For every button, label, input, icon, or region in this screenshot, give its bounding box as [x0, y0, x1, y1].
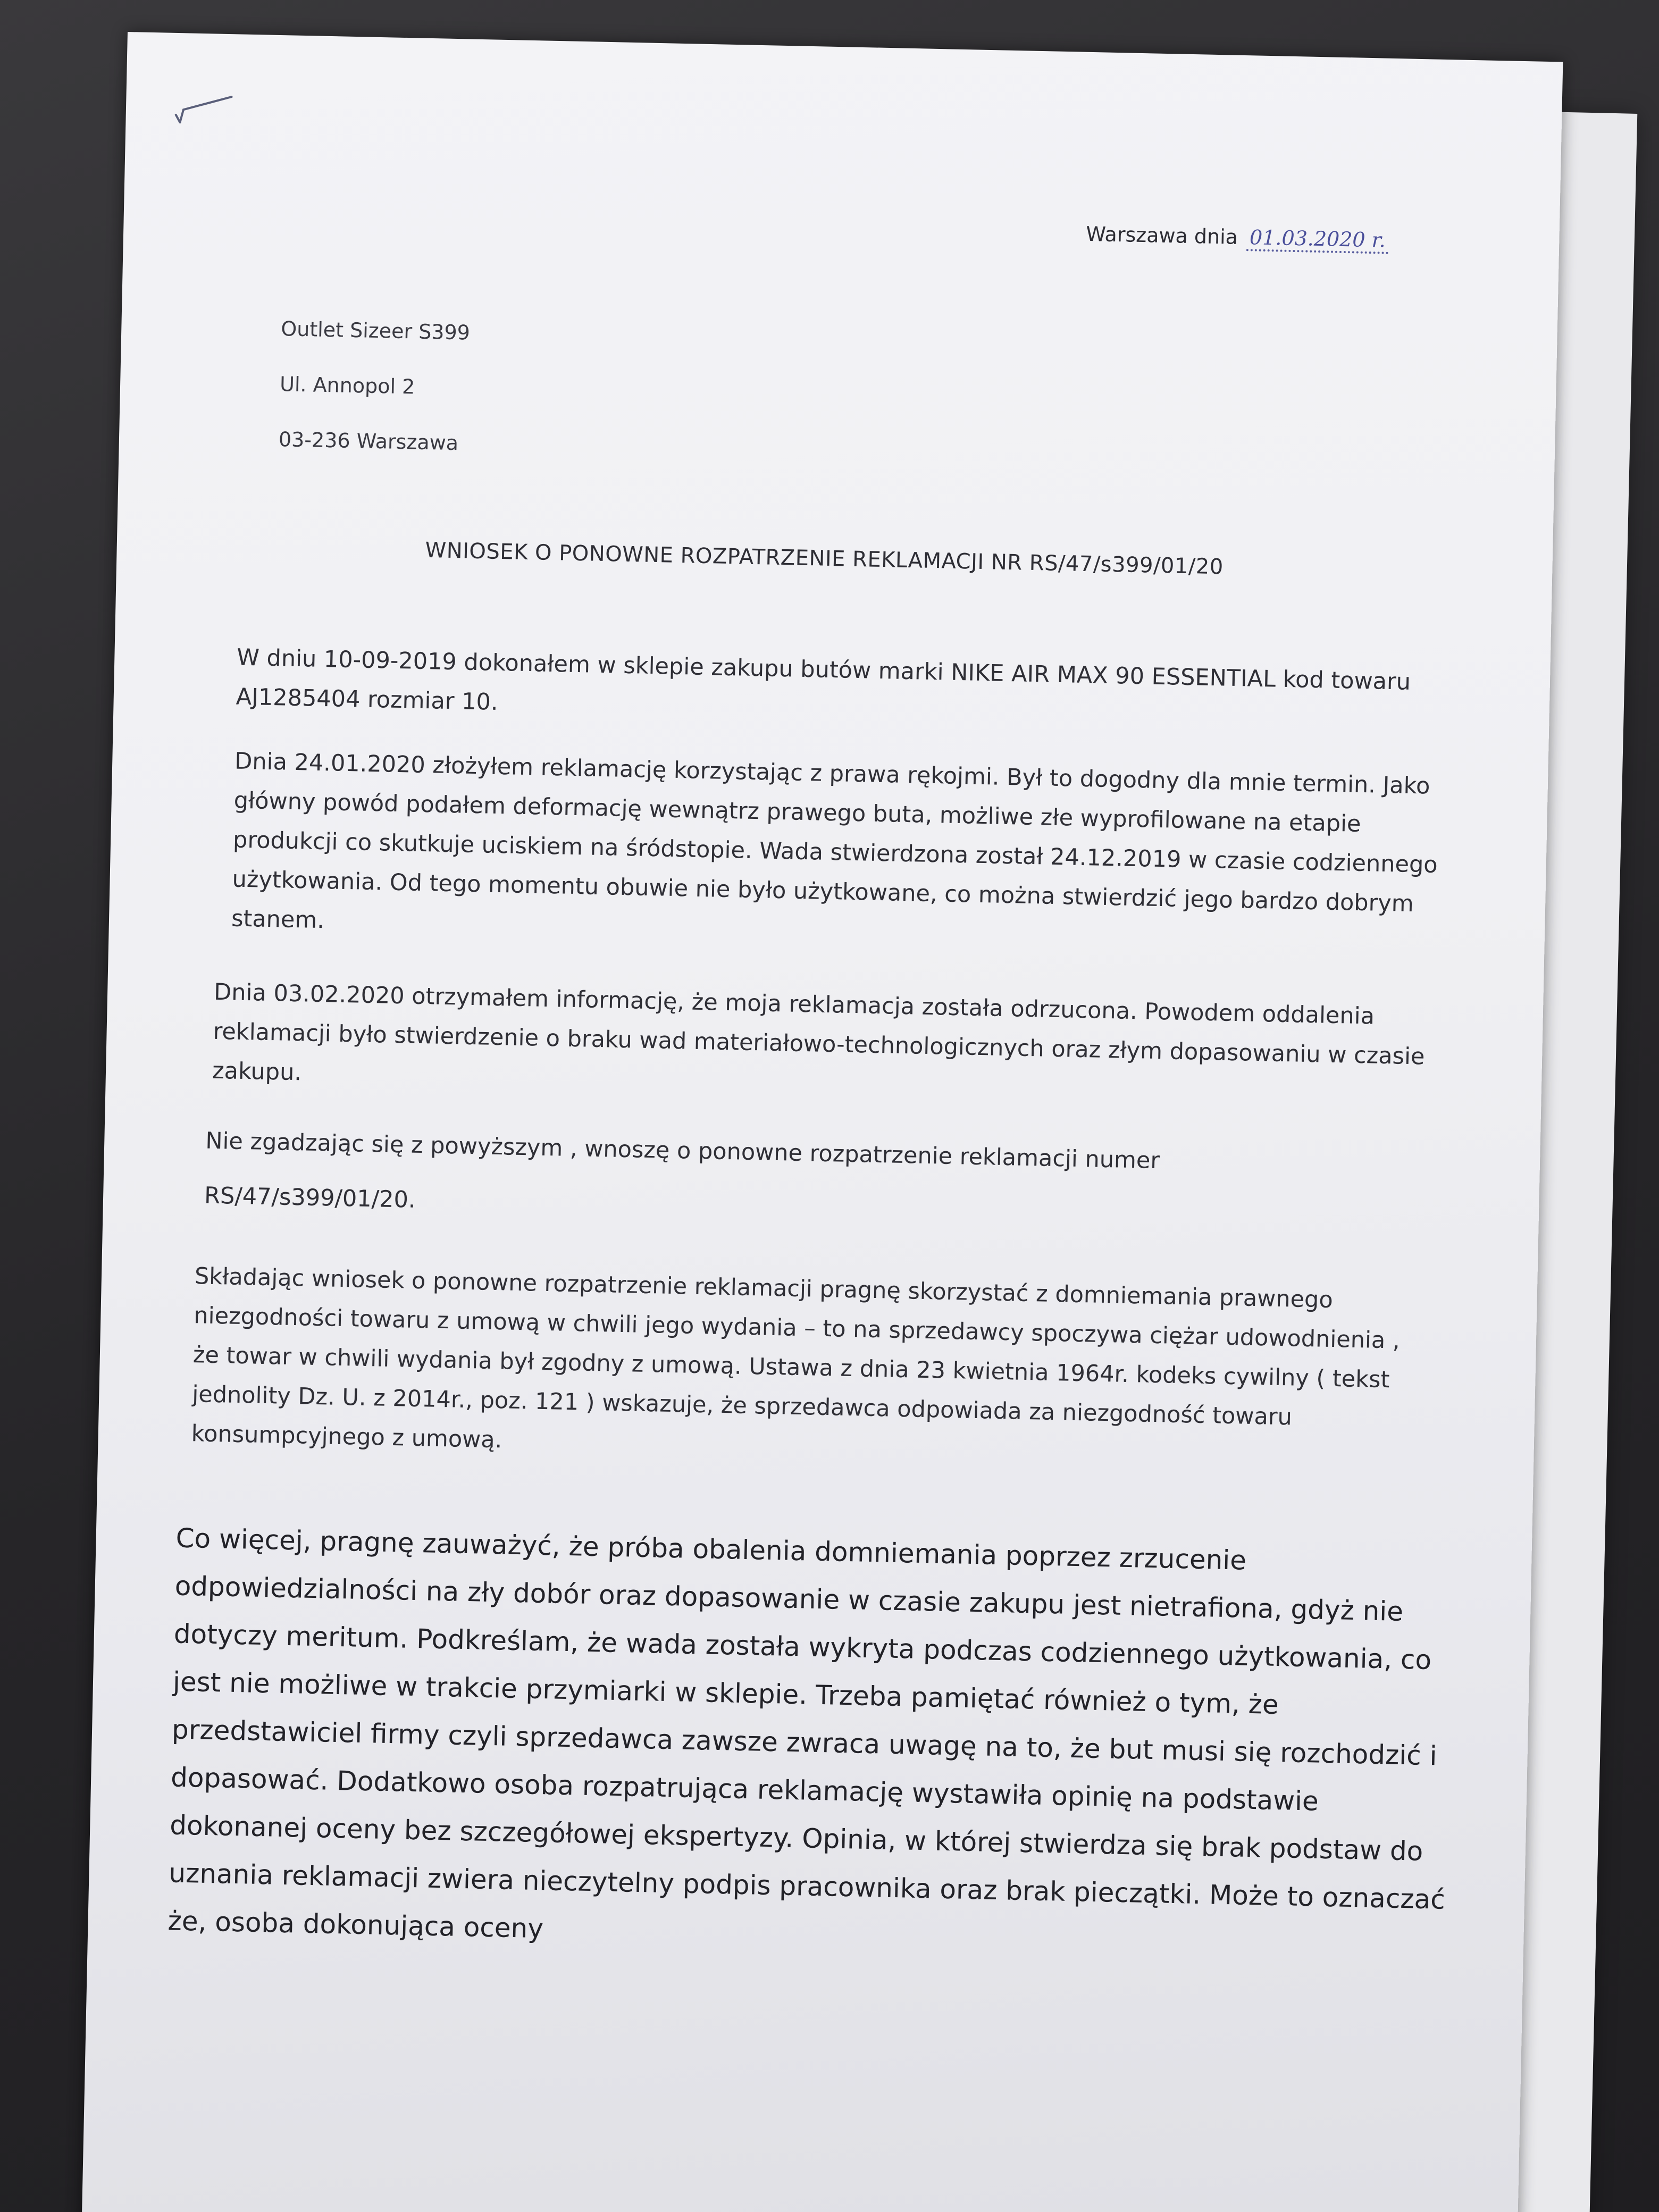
date-label: Warszawa dnia: [1085, 222, 1238, 249]
paragraph-argument: Co więcej, pragnę zauważyć, że próba obalenia domniemania poprzez zrzucenie odpowiedzialności na zły dobór oraz dopasowanie w czasie zakupu jest nietrafiona, gdyż nie dotyczy meritum. Podkreślam, że wada została wykryta podczas codziennego użytkowania, co jest nie możliwe w trakcie przymiarki w sklepie. Trzeba pamiętać również o tym, że przedstawiciel firmy czyli sprzedawca zawsze zwraca uwagę na to, że but musi się rozchodzić i dopasować. Dodatkowo osoba rozpatrująca reklamację wystawiła opinię na podstawie dokonanej oceny bez szczegółowej ekspertyzy. Opinia, w której stwierdza się brak podstaw do uznania reklamacji zwiera nieczytelny podpis pracownika oraz brak pieczątki. Może to oznaczać że, osoba dokonująca oceny: [167, 1522, 1446, 1945]
address-line-street: Ul. Annopol 2: [279, 372, 415, 399]
date-handwritten: 01.03.2020 r.: [1246, 225, 1389, 254]
paragraph-complaint: Dnia 24.01.2020 złożyłem reklamację korzystając z prawa rękojmi. Był to dogodny dla mnie termin. Jako główny powód podałem deformację wewnątrz prawego buta, możliwe złe wyprofilowane na etapie produkcji co skutkuje uciskiem na śródstopie. Wada stwierdzona został 24.12.2019 w czasie codziennego użytkowania. Od tego momentu obuwie nie było użytkowane, co można stwierdzić jego bardzo dobrym stanem.: [231, 748, 1438, 934]
address-line-store: Outlet Sizeer S399: [280, 317, 471, 345]
paragraph-rejection: Dnia 03.02.2020 otrzymałem informację, że moja reklamacja została odrzucona. Powodem oddalenia reklamacji było stwierdzenie o braku wad materiałowo-technologicznych oraz złym dopasowaniu w czasie zakupu.: [212, 978, 1425, 1086]
paragraph-request: Nie zgadzając się z powyższym , wnoszę o ponowne rozpatrzenie reklamacji numer: [205, 1127, 1160, 1175]
letter-sheet: [81, 32, 1563, 2212]
paragraph-purchase: W dniu 10-09-2019 dokonałem w sklepie zakupu butów marki NIKE AIR MAX 90 ESSENTIAL kod towaru AJ1285404 rozmiar 10.: [236, 644, 1411, 716]
address-line-city: 03-236 Warszawa: [278, 428, 459, 455]
date-line: [1086, 222, 1389, 254]
letter-title: WNIOSEK O PONOWNE ROZPATRZENIE REKLAMACJI NR RS/47/s399/01/20: [425, 538, 1224, 580]
paragraph-legal-basis: Składając wniosek o ponowne rozpatrzenie reklamacji pragnę skorzystać z domniemania prawnego niezgodności towaru z umową w chwili jego wydania – to na sprzedawcy spoczywa ciężar udowodnienia , że towar w chwili wydania był zgodny z umową. Ustawa z dnia 23 kwietnia 1964r. kodeks cywilny ( tekst jednolity Dz. U. z 2014r., poz. 121 ) wskazuje, że sprzedawca odpowiada za niezgodność towaru konsumpcyjnego z umową.: [191, 1263, 1401, 1454]
recipient-address: [278, 301, 471, 471]
pen-tick-mark: [172, 91, 237, 124]
complaint-number: RS/47/s399/01/20.: [204, 1182, 416, 1213]
